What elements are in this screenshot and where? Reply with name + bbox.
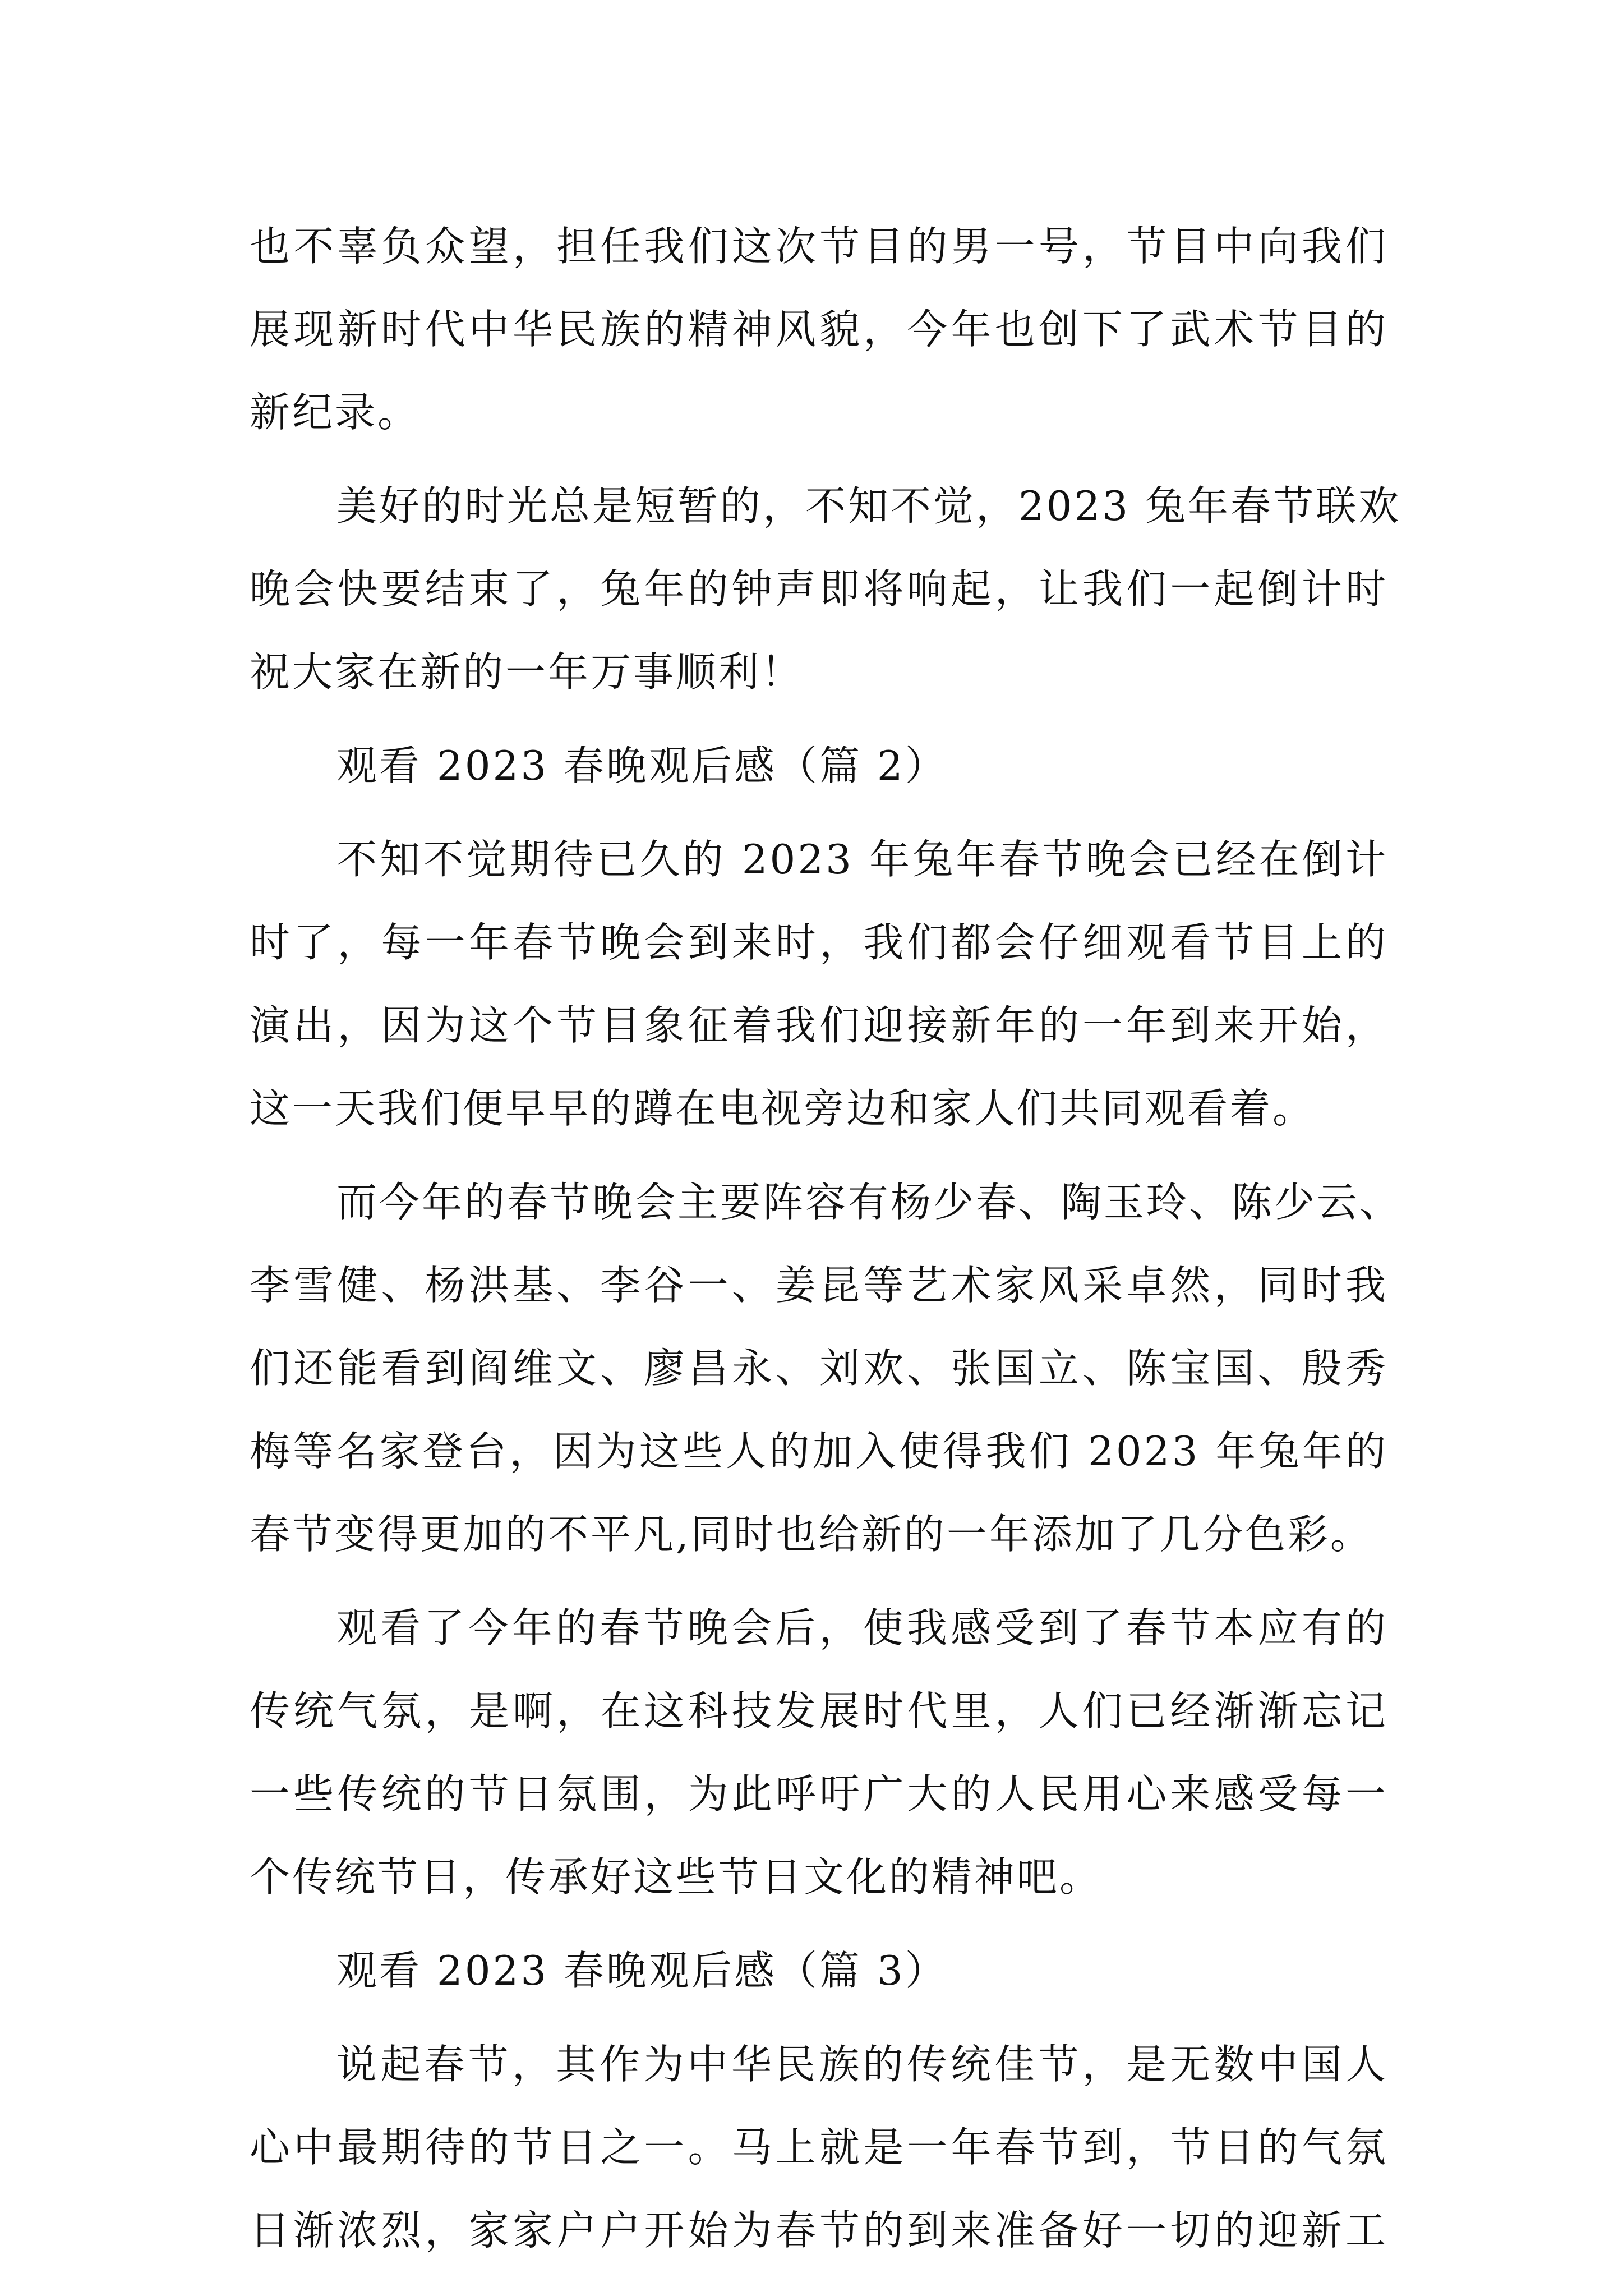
paragraph	[250, 205, 1388, 454]
text-line: 而今年的春节晚会主要阵容有杨少春、陶玉玲、陈少云、	[336, 1179, 1403, 1226]
text-line: 新纪录。	[250, 389, 421, 436]
text-line: 美好的时光总是短暂的，不知不觉，2023 兔年春节联欢	[336, 482, 1401, 530]
text-line: 个传统节日，传承好这些节日文化的精神吧。	[250, 1853, 1103, 1901]
paragraph	[250, 1586, 1388, 1918]
text-line: 这一天我们便早早的蹲在电视旁边和家人们共同观看着。	[250, 1085, 1316, 1132]
paragraph	[250, 2023, 1388, 2272]
text-line: 观看了今年的春节晚会后，使我感受到了春节本应有的	[336, 1604, 1388, 1651]
text-line: 展现新时代中华民族的精神风貌，今年也创下了武术节目的	[250, 306, 1388, 353]
section-heading	[250, 724, 1388, 807]
paragraph	[250, 1161, 1403, 1576]
text-line: 说起春节，其作为中华民族的传统佳节，是无数中国人	[336, 2041, 1388, 2088]
text-line: 春节变得更加的不平凡,同时也给新的一年添加了几分色彩。	[250, 1511, 1373, 1558]
document-body	[250, 205, 1403, 2272]
text-line: 也不辜负众望，担任我们这次节目的男一号，节目中向我们	[250, 223, 1388, 270]
text-line: 演出，因为这个节目象征着我们迎接新年的一年到来开始，	[250, 1002, 1388, 1049]
text-line: 时了，每一年春节晚会到来时，我们都会仔细观看节目上的	[250, 919, 1388, 966]
text-line: 们还能看到阎维文、廖昌永、刘欢、张国立、陈宝国、殷秀	[250, 1345, 1388, 1392]
text-line: 心中最期待的节日之一。马上就是一年春节到，节日的气氛	[250, 2124, 1388, 2171]
text-line: 李雪健、杨洪基、李谷一、姜昆等艺术家风采卓然，同时我	[250, 1262, 1388, 1309]
text-line: 祝大家在新的一年万事顺利！	[250, 648, 804, 696]
text-line: 梅等名家登台，因为这些人的加入使得我们 2023 年兔年的	[250, 1428, 1388, 1475]
text-line: 传统气氛，是啊，在这科技发展时代里，人们已经渐渐忘记	[250, 1687, 1388, 1734]
text-line: 不知不觉期待已久的 2023 年兔年春节晚会已经在倒计	[336, 836, 1388, 883]
heading-text: 观看 2023 春晚观后感（篇 3）	[336, 1947, 948, 1994]
section-heading	[250, 1929, 1388, 2012]
paragraph	[250, 464, 1401, 714]
heading-text: 观看 2023 春晚观后感（篇 2）	[336, 742, 948, 789]
text-line: 日渐浓烈，家家户户开始为春节的到来准备好一切的迎新工	[250, 2207, 1388, 2254]
paragraph	[250, 818, 1388, 1150]
text-line: 一些传统的节日氛围，为此呼吁广大的人民用心来感受每一	[250, 1770, 1388, 1818]
text-line: 晚会快要结束了，兔年的钟声即将响起，让我们一起倒计时	[250, 565, 1388, 613]
